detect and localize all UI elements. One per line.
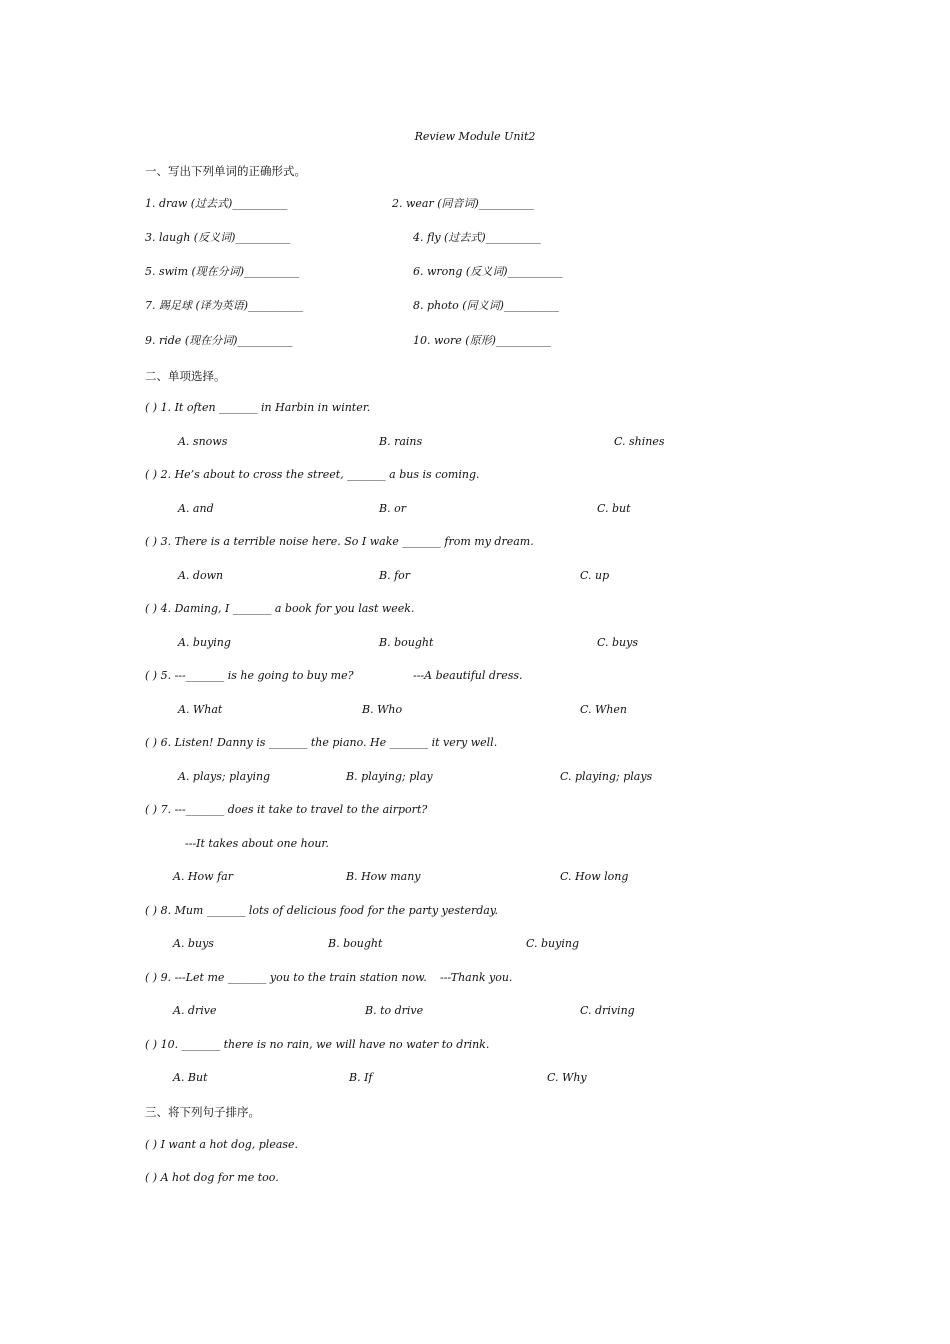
q6-option-a: A. plays; playing — [178, 770, 271, 783]
q5-option-b: B. Who — [362, 703, 403, 716]
section3-heading: 三、将下列句子排序。 — [145, 1105, 260, 1119]
word-item-9: 9. ride (现在分词)__________ — [145, 334, 293, 347]
q6-option-b: B. playing; play — [346, 770, 433, 783]
question-10: ( ) 10. _______ there is no rain, we will have no water to drink. — [145, 1038, 490, 1051]
question-3: ( ) 3. There is a terrible noise here. So I wake _______ from my dream. — [145, 535, 534, 548]
q2-option-a: A. and — [178, 502, 214, 515]
q9-option-b: B. to drive — [365, 1004, 424, 1017]
word-item-1: 1. draw (过去式)__________ — [145, 197, 288, 210]
question-2: ( ) 2. He’s about to cross the street, _______ a bus is coming. — [145, 468, 480, 481]
q6-option-c: C. playing; plays — [560, 770, 653, 783]
word-item-4: 4. fly (过去式)__________ — [413, 231, 541, 244]
order-item-1: ( ) I want a hot dog, please. — [145, 1138, 299, 1151]
q1-option-a: A. snows — [178, 435, 228, 448]
question-4: ( ) 4. Daming, I _______ a book for you last week. — [145, 602, 415, 615]
q5-option-a: A. What — [178, 703, 223, 716]
word-item-10: 10. wore (原形)__________ — [413, 334, 551, 347]
word-item-7: 7. 踢足球 (译为英语)__________ — [145, 299, 304, 312]
q3-option-c: C. up — [580, 569, 610, 582]
q7-option-a: A. How far — [173, 870, 233, 883]
q10-option-a: A. But — [173, 1071, 208, 1084]
q10-option-c: C. Why — [547, 1071, 587, 1084]
question-6: ( ) 6. Listen! Danny is _______ the piano. He _______ it very well. — [145, 736, 498, 749]
q1-option-b: B. rains — [379, 435, 423, 448]
q8-option-b: B. bought — [328, 937, 383, 950]
word-item-2: 2. wear (同音词)__________ — [392, 197, 534, 210]
word-item-6: 6. wrong (反义词)__________ — [413, 265, 563, 278]
q4-option-a: A. buying — [178, 636, 231, 649]
q1-option-c: C. shines — [614, 435, 665, 448]
question-5-answer-line: ---A beautiful dress. — [413, 669, 523, 682]
q2-option-b: B. or — [379, 502, 406, 515]
q3-option-a: A. down — [178, 569, 224, 582]
section1-heading: 一、写出下列单词的正确形式。 — [145, 164, 306, 178]
q7-option-c: C. How long — [560, 870, 629, 883]
question-9-answer-line: ---Thank you. — [440, 971, 513, 984]
question-8: ( ) 8. Mum _______ lots of delicious food for the party yesterday. — [145, 904, 499, 917]
q2-option-c: C. but — [597, 502, 631, 515]
order-item-2: ( ) A hot dog for me too. — [145, 1171, 279, 1184]
page-title: Review Module Unit2 — [414, 130, 536, 143]
q10-option-b: B. If — [349, 1071, 373, 1084]
q5-option-c: C. When — [580, 703, 628, 716]
q9-option-a: A. drive — [173, 1004, 217, 1017]
word-item-8: 8. photo (同义词)__________ — [413, 299, 559, 312]
q7-option-b: B. How many — [346, 870, 421, 883]
section2-heading: 二、单项选择。 — [145, 369, 226, 383]
q4-option-c: C. buys — [597, 636, 639, 649]
q8-option-c: C. buying — [526, 937, 580, 950]
question-1: ( ) 1. It often _______ in Harbin in winter. — [145, 401, 371, 414]
q8-option-a: A. buys — [173, 937, 214, 950]
q9-option-c: C. driving — [580, 1004, 635, 1017]
question-7: ( ) 7. ---_______ does it take to travel to the airport? — [145, 803, 428, 816]
word-item-5: 5. swim (现在分词)__________ — [145, 265, 300, 278]
word-item-3: 3. laugh (反义词)__________ — [145, 231, 291, 244]
q3-option-b: B. for — [379, 569, 411, 582]
question-7-answer-line: ---It takes about one hour. — [185, 837, 329, 850]
q4-option-b: B. bought — [379, 636, 434, 649]
question-9: ( ) 9. ---Let me _______ you to the train station now. — [145, 971, 427, 984]
question-5: ( ) 5. ---_______ is he going to buy me? — [145, 669, 354, 682]
